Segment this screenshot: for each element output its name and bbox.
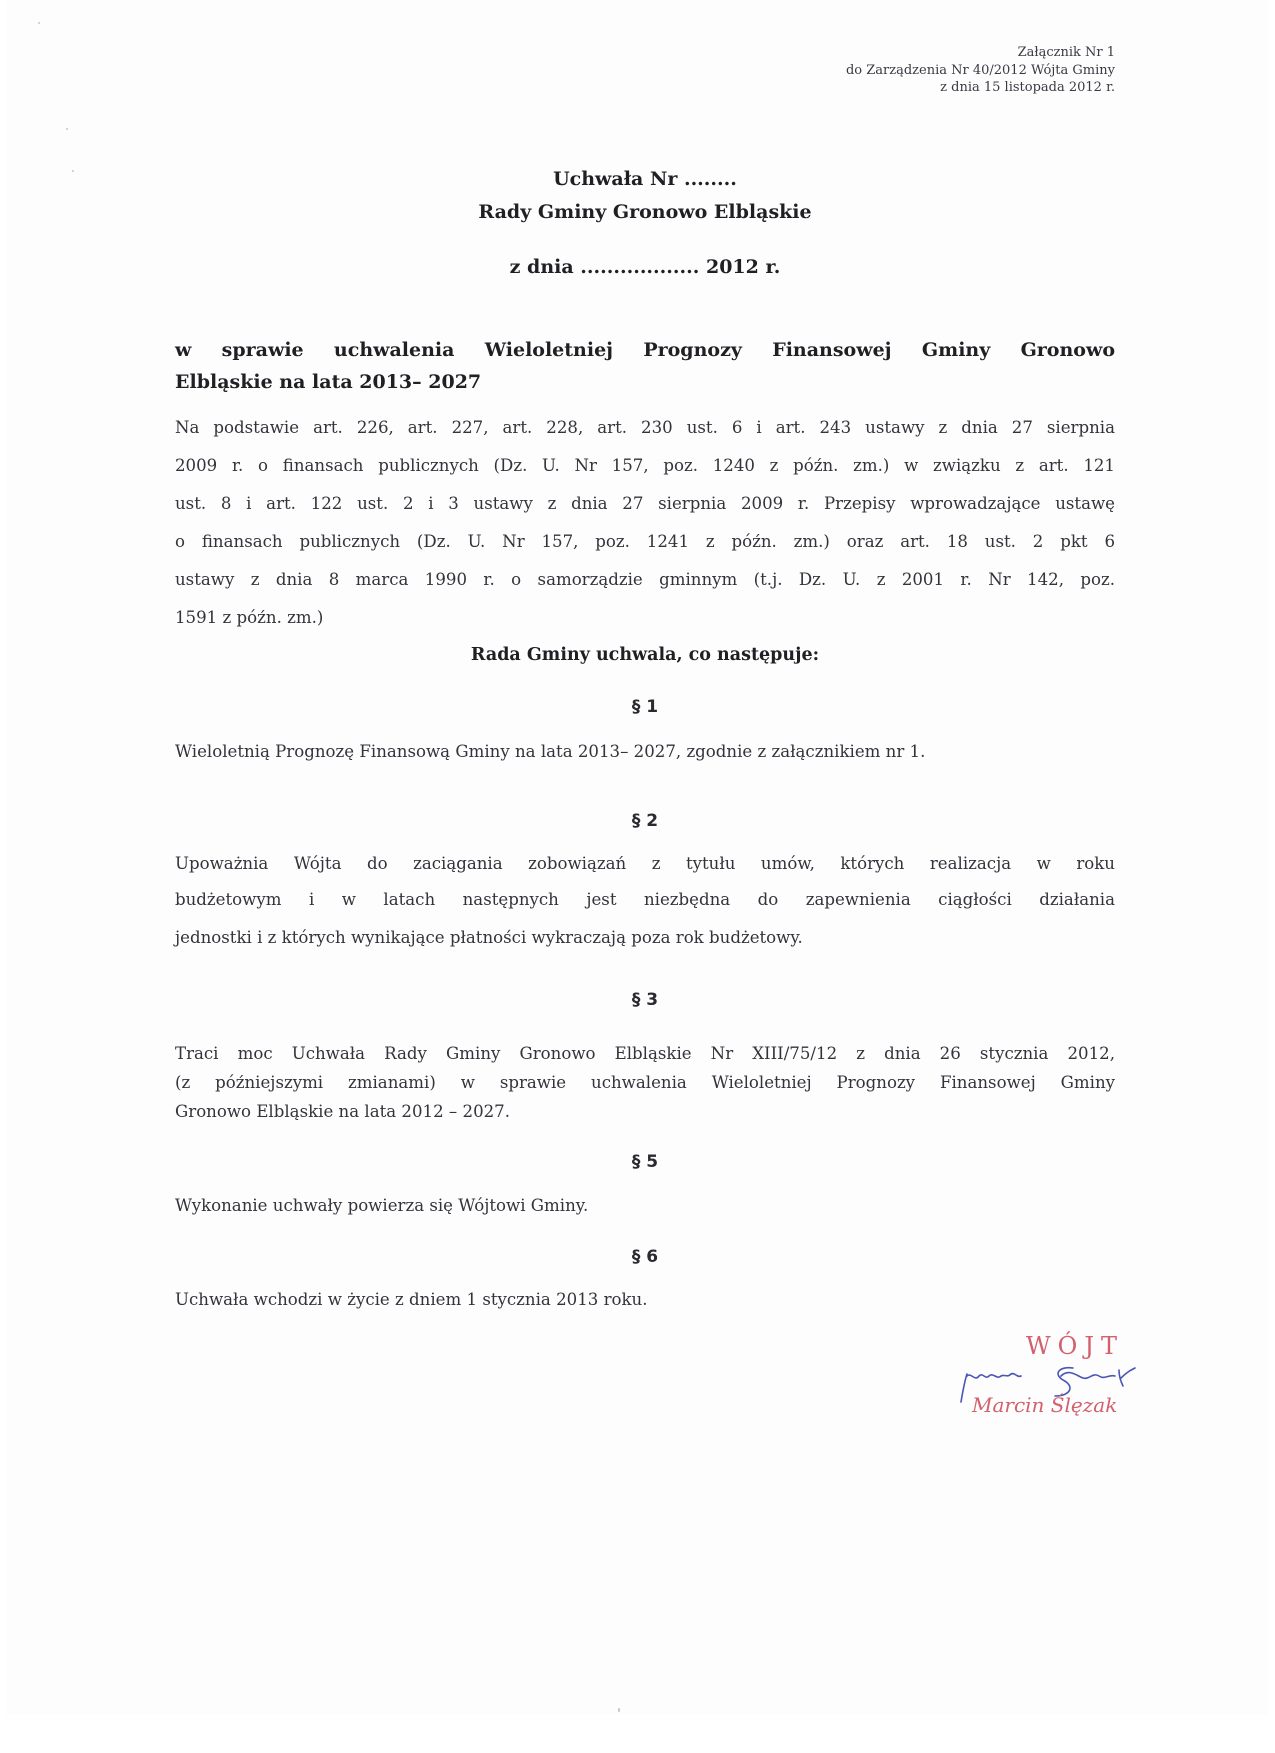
attachment-date: z dnia 15 listopada 2012 r. — [940, 80, 1115, 95]
preamble-line: 2009 r. o finansach publicznych (Dz. U. Nr 157, poz. 1240 z późn. zm.) w związku z art. 121 — [175, 456, 1115, 475]
section-mark-1: § 1 — [631, 697, 659, 717]
preamble-line: ustawy z dnia 8 marca 1990 r. o samorządzie gminnym (t.j. Dz. U. z 2001 r. Nr 142, poz. — [175, 570, 1115, 589]
resolution-number: Uchwała Nr ........ — [553, 168, 737, 190]
scan-speck — [66, 128, 68, 130]
section-6-text: Uchwała wchodzi w życie z dniem 1 stycznia 2013 roku. — [175, 1290, 648, 1309]
attachment-ordinance: do Zarządzenia Nr 40/2012 Wójta Gminy — [845, 62, 1115, 78]
resolution-subject — [175, 334, 1115, 398]
subject-line: w sprawie uchwalenia Wieloletniej Prognozy Finansowej Gminy Gronowo — [175, 339, 1115, 361]
section-mark-6: § 6 — [631, 1247, 659, 1267]
section-3-line: Traci moc Uchwała Rady Gminy Gronowo Elbląskie Nr XIII/75/12 z dnia 26 stycznia 2012, — [175, 1044, 1115, 1063]
section-3-line: (z późniejszymi zmianami) w sprawie uchwalenia Wieloletniej Prognozy Finansowej Gminy — [175, 1073, 1115, 1092]
section-mark-5: § 5 — [631, 1152, 659, 1172]
scan-speck — [38, 22, 40, 24]
section-2-line: jednostki i z których wynikające płatności wykraczają poza rok budżetowy. — [175, 928, 803, 947]
scan-speck — [618, 1708, 620, 1712]
resolution-date: z dnia .................. 2012 r. — [509, 256, 781, 278]
attachment-header — [846, 44, 1115, 97]
section-1-text: Wieloletnią Prognozę Finansową Gminy na lata 2013– 2027, zgodnie z załącznikiem nr 1. — [175, 742, 926, 761]
signature-stroke-last — [1055, 1368, 1135, 1396]
preamble-line: o finansach publicznych (Dz. U. Nr 157, poz. 1241 z późn. zm.) oraz art. 18 ust. 2 pkt 6 — [175, 532, 1115, 551]
preamble-line: Na podstawie art. 226, art. 227, art. 228, art. 230 ust. 6 i art. 243 ustawy z dnia 27 sierpnia — [175, 418, 1115, 437]
section-3-line: Gronowo Elbląskie na lata 2012 – 2027. — [175, 1102, 511, 1121]
section-5-text: Wykonanie uchwały powierza się Wójtowi Gminy. — [175, 1196, 589, 1215]
preamble-line: ust. 8 i art. 122 ust. 2 i 3 ustawy z dnia 27 sierpnia 2009 r. Przepisy wprowadzające ustawę — [175, 494, 1115, 513]
decree-formula: Rada Gminy uchwala, co następuje: — [470, 645, 820, 665]
stamp-title: WÓJT — [1026, 1332, 1124, 1360]
preamble-line: 1591 z późn. zm.) — [175, 608, 324, 627]
section-mark-2: § 2 — [631, 811, 659, 831]
section-2-line: budżetowym i w latach następnych jest niezbędna do zapewnienia ciągłości działania — [175, 890, 1115, 909]
stamp-name: Marcin Ślęzak — [972, 1393, 1118, 1417]
attachment-number: Załącznik Nr 1 — [1017, 45, 1115, 60]
subject-line: Elbląskie na lata 2013– 2027 — [175, 371, 482, 393]
scan-speck — [72, 170, 74, 172]
section-mark-3: § 3 — [631, 990, 659, 1010]
council-name: Rady Gminy Gronowo Elbląskie — [478, 201, 812, 223]
section-2-line: Upoważnia Wójta do zaciągania zobowiązań z tytułu umów, których realizacja w roku — [175, 854, 1115, 873]
